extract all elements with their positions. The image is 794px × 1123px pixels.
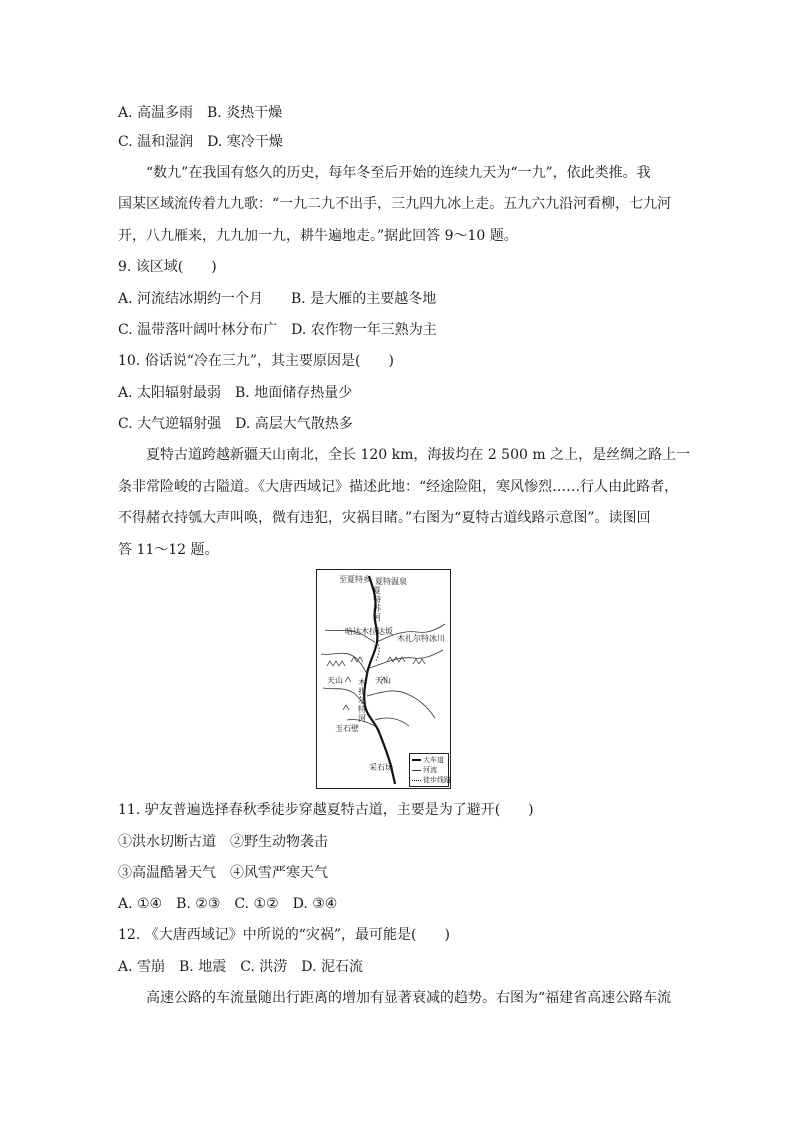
- passage-line: 夏特古道跨越新疆天山南北，全长 120 km，海拔均在 2 500 m 之上，是丝绸之路上一: [146, 447, 691, 463]
- passage-line: 不得赭衣持瓠大声叫唤，微有违犯，灾祸目睹。”右图为“夏特古道线路示意图”。读图回: [118, 510, 651, 526]
- passage-line: 高速公路的车流量随出行距离的增加有显著衰减的趋势。右图为“福建省高速公路车流: [146, 990, 672, 1006]
- legend-road: 大车道: [412, 756, 444, 764]
- option-line: A. 高温多雨 B. 炎热干燥: [118, 105, 283, 121]
- legend-river: 河流: [412, 766, 437, 774]
- map-label-muzhaerte-glacier: 木扎尔特冰川: [397, 634, 445, 643]
- map-label-hot-spring: 夏特温泉: [375, 577, 407, 586]
- option-line: A. 河流结冰期约一个月 B. 是大雁的主要越冬地: [118, 291, 437, 307]
- option-line: A. ①④ B. ②③ C. ①② D. ③④: [118, 896, 338, 912]
- question-stem: 11. 驴友普遍选择春秋季徒步穿越夏特古道，主要是为了避开( ): [118, 802, 534, 818]
- xiate-route-map: [316, 569, 451, 789]
- passage-line: “数九”在我国有悠久的历史，每年冬至后开始的连续九天为“一九”，依此类推。我: [146, 165, 651, 181]
- question-stem: 9. 该区域( ): [118, 259, 217, 275]
- map-label-tianshan-left: 天山: [327, 676, 343, 685]
- option-line: ③高温酷暑天气 ④风雪严寒天气: [118, 865, 328, 881]
- passage-line: 国某区域流传着九九歌：“一九二九不出手，三九四九冰上走。五九六九沿河看柳，七九河: [118, 196, 672, 212]
- legend-trail: 徒步线路: [412, 776, 451, 784]
- option-line: C. 温带落叶阔叶林分布广 D. 农作物一年三熟为主: [118, 322, 437, 338]
- question-stem: 12. 《大唐西域记》中所说的“灾祸”，最可能是( ): [118, 927, 450, 943]
- option-line: A. 太阳辐射最弱 B. 地面储存热量少: [118, 385, 353, 401]
- trail-line-icon: [412, 780, 421, 781]
- map-label-xiate-river: 夏特苏河: [373, 586, 381, 622]
- map-label-yushibi: 玉石壁: [335, 724, 359, 733]
- option-line: C. 温和湿润 D. 寒冷干燥: [118, 134, 283, 150]
- map-label-hadamu: 哈达木拉达坂: [345, 627, 393, 636]
- map-label-caishichang: 采石场: [369, 763, 393, 772]
- passage-line: 条非常险峻的古隘道。《大唐西域记》描述此地：“经途险阻，寒风惨烈……行人由此路者，: [118, 479, 679, 495]
- option-line: A. 雪崩 B. 地震 C. 洪涝 D. 泥石流: [118, 959, 363, 975]
- passage-line: 答 11～12 题。: [118, 542, 219, 558]
- river-line-icon: [412, 770, 421, 771]
- map-label-tianshan-right: 天山: [375, 676, 391, 685]
- option-line: C. 大气逆辐射强 D. 高层大气散热多: [118, 416, 353, 432]
- road-line-icon: [412, 759, 421, 761]
- question-stem: 10. 俗话说“冷在三九”，其主要原因是( ): [118, 353, 394, 369]
- passage-line: 开，八九雁来，九九加一九，耕牛遍地走。”据此回答 9～10 题。: [118, 228, 518, 244]
- map-label-muzhaerte-river: 木扎尔特河: [358, 678, 366, 723]
- map-label-to-xiate: 至夏特乡: [339, 575, 371, 584]
- option-line: ①洪水切断古道 ②野生动物袭击: [118, 834, 328, 850]
- map-legend: [409, 753, 449, 787]
